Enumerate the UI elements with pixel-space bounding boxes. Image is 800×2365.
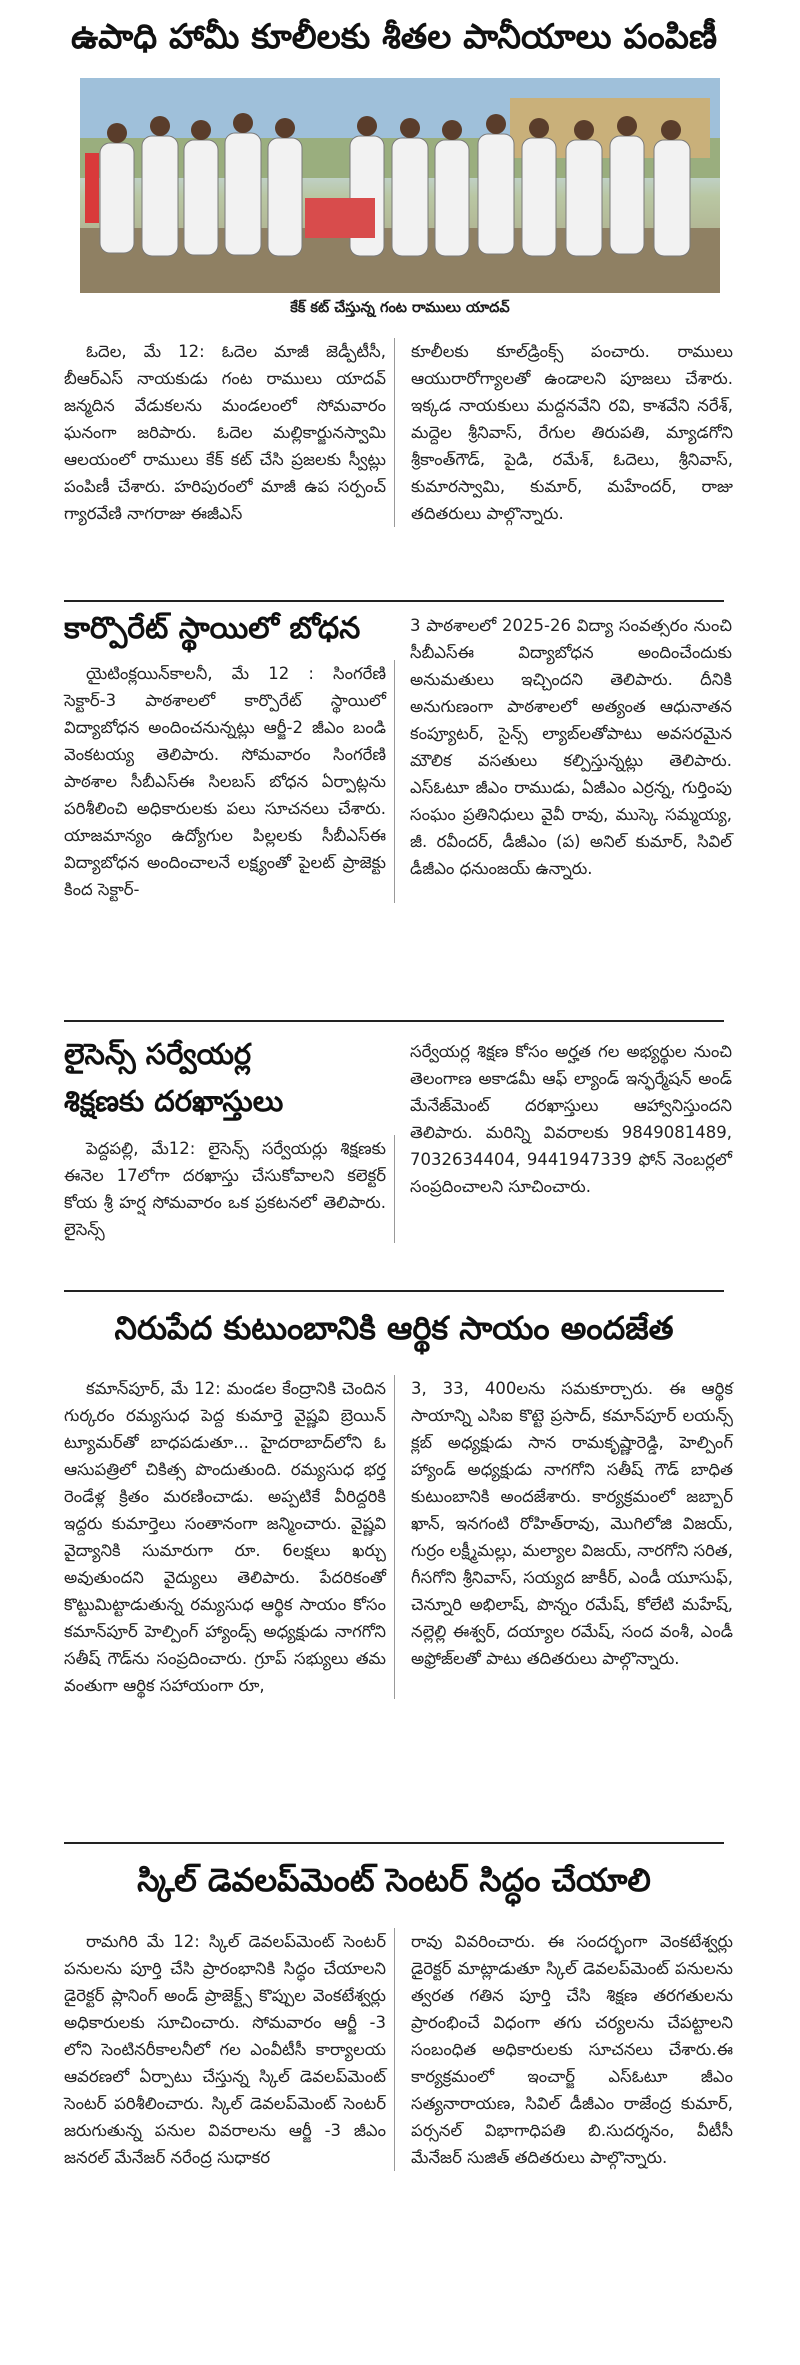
article-cool-drinks-distribution <box>64 18 724 57</box>
article4-right-text: 3, 33, 400లను సమకూర్చారు. ఈ ఆర్థిక సాయాన్ని ఎసిఐ కొట్టె ప్రసాద్, కమాన్‌పూర్ లయన్స్ క్లబ్ అధ్యక్షుడు సాన రామకృష్ణారెడ్డి, హెల్పింగ్ హ్యాండ్ అధ్యక్షుడు నాగగోని సతీష్ గౌడ్ బాధిత కుటుంబానికి అందజేశారు. కార్యక్రమంలో జబ్బార్ ఖాన్, ఇనగంటి రోహిత్‌రావు, మొగిలోజి విజయ్, గుర్రం లక్ష్మీమల్లు, మల్యాల విజయ్, నారగోని సరిత, గీసగోని శ్రీనివాస్, సయ్యద జాకీర్, ఎండీ యూసుఫ్, చెన్నూరి అభిలాష్, పొన్నం రమేష్, కోలేటి మహేష్, నల్లెల్లి ఈశ్వర్, దయ్యాల రమేష్, సంద వంశీ, ఎండీ అఫ్రోజ్‌లతో పాటు తదితరులు పాల్గొన్నారు. <box>411 1379 733 1668</box>
article1-right-text: కూలీలకు కూల్‌డ్రింక్స్ పంచారు. రాములు ఆయురారోగ్యాలతో ఉండాలని పూజలు చేశారు. ఇక్కడ నాయకులు మద్దనవేని రవి, కాశవేని నరేశ్, మద్దెల శ్రీనివాస్, రేగుల తిరుపతి, మ్యాడగోని శ్రీకాంత్‌గౌడ్, పైడి, రమేశ్, ఓదెలు, శ్రీనివాస్, కుమారస్వామి, కుమార్, మహేందర్, రాజు తదితరులు పాల్గొన్నారు. <box>411 342 733 523</box>
article1-left-column <box>64 338 395 527</box>
article-financial-aid <box>64 1310 724 1347</box>
article5-right-text: రావు వివరించారు. ఈ సందర్భంగా వెంకటేశ్వర్లు డైరెక్టర్ మాట్లాడుతూ స్కిల్ డెవలప్‌మెంట్ పనులను త్వరత గతిన పూర్తి చేసి శిక్షణ తరగతులను ప్రారంభించే విధంగా తగు చర్యలను చేపట్టాలని సంబంధిత అధికారులకు సూచనలు చేశారు.ఈ కార్యక్రమంలో ఇంచార్జ్ ఎస్ఓటూ జీఎం సత్యనారాయణ, సివిల్ డీజీఎం రాజేంద్ర కుమార్, పర్సనల్ విభాగాధిపతి బి.సుదర్శనం, వీటీసీ మేనేజర్ సుజిత్ తదితరులు పాల్గొన్నారు. <box>411 1932 733 2167</box>
headline-surveyor-line2: శిక్షణకు దరఖాస్తులు <box>64 1084 284 1119</box>
article5-body <box>64 1928 733 2171</box>
headline-surveyor-line1: లైసెన్స్ సర్వేయర్ల <box>64 1037 252 1071</box>
article-surveyor-training <box>64 1038 384 1119</box>
article-corporate-education <box>64 612 384 647</box>
article4-left-text: కమాన్‌పూర్, మే 12: మండల కేంద్రానికి చెందిన గుర్కరం రమ్యసుధ పెద్ద కుమార్తె వైష్ణవి బ్రెయిన్ ట్యూమర్‌తో బాధపడుతూ... హైదరాబాద్‌లోని ఓ ఆసుపత్రిలో చికిత్స పొందుతుంది. రమ్యసుధ భర్త రెండేళ్ల క్రితం మరణించాడు. అప్పటికే వీరిద్దరికి ఇద్దరు కుమార్తెలు సంతానంగా జన్మించారు. వైష్ణవి వైద్యానికి సుమారుగా రూ. 6లక్షలు ఖర్చు అవుతుందని వైద్యులు తెలిపారు. పేదరికంతో కొట్టుమిట్టాడుతున్న రమ్యసుధ ఆర్థిక సాయం కోసం కమాన్‌పూర్ హెల్పింగ్ హ్యాండ్స్ అధ్యక్షుడు నాగగోని సతీష్ గౌడ్‌ను సంప్రదించారు. గ్రూప్ సభ్యులు తమ వంతుగా ఆర్థిక సహాయంగా రూ, <box>64 1379 386 1695</box>
article5-right-column <box>411 1928 733 2171</box>
article4-right-column <box>411 1375 733 1699</box>
divider <box>64 1020 724 1022</box>
article4-left-column <box>64 1375 395 1699</box>
article5-left-text: రామగిరి మే 12: స్కిల్ డెవలప్‌మెంట్ సెంటర్ పనులను పూర్తి చేసి ప్రారంభానికి సిద్ధం చేయాలని డైరెక్టర్ ప్లానింగ్ అండ్ ప్రాజెక్ట్స్ కొప్పుల వెంకటేశ్వర్లు అధికారులకు సూచించారు. సోమవారం ఆర్జీ -3 లోని సెంటినరీకాలనీలో గల ఎంవీటీసీ కార్యాలయ ఆవరణలో ఏర్పాటు చేస్తున్న స్కిల్ డెవలప్‌మెంట్ సెంటర్ పరిశీలించారు. స్కిల్ డెవలప్‌మెంట్ సెంటర్ జరుగుతున్న పనుల వివరాలను ఆర్జీ -3 జీఎం జనరల్ మేనేజర్ నరేంద్ర సుధాకర <box>64 1932 386 2167</box>
photo-caption: కేక్ కట్ చేస్తున్న గంట రాములు యాదవ్ <box>290 300 510 316</box>
article3-right-column <box>410 1038 732 1200</box>
article3-right-text: సర్వేయర్ల శిక్షణ కోసం అర్హత గల అభ్యర్థుల నుంచి తెలంగాణ అకాడమీ ఆఫ్ ల్యాండ్ ఇన్ఫర్మేషన్ అండ్ మేనేజ్‌మెంట్ దరఖాస్తులు ఆహ్వానిస్తుందని తెలిపారు. మరిన్ని వివరాలకు 9849081489, 7032634404, 9441947339 ఫోన్ నెంబర్లలో సంప్రదించాలని సూచించారు. <box>410 1042 732 1196</box>
article1-left-text: ఓదెల, మే 12: ఓదెల మాజీ జెడ్పీటీసీ, బీఆర్ఎస్ నాయకుడు గంట రాములు యాదవ్ జన్మదిన వేడుకలను మండలంలో సోమవారం ఘనంగా జరిపారు. ఓదెల మల్లికార్జునస్వామి ఆలయంలో రాములు కేక్ కట్ చేసి ప్రజలకు స్వీట్లు పంపిణీ చేశారు. హరిపురంలో మాజీ ఉప సర్పంచ్ గ్యారవేణి నాగరాజు ఈజీఎస్ <box>64 342 386 523</box>
article2-left-column <box>64 660 395 903</box>
divider <box>64 1842 724 1844</box>
headline-financial-aid: నిరుపేద కుటుంబానికి ఆర్థిక సాయం అందజేత <box>114 1309 674 1347</box>
headline-cool-drinks: ఉపాధి హామీ కూలీలకు శీతల పానీయాలు పంపిణీ <box>70 17 718 57</box>
article3-body-right <box>410 1038 732 1200</box>
article-skill-development <box>64 1862 724 1899</box>
news-photo-cake-cutting <box>80 78 720 293</box>
headline-skill-development: స్కిల్ డెవలప్‌మెంట్ సెంటర్ సిద్ధం చేయాలి <box>137 1861 651 1899</box>
article2-right-text: 3 పాఠశాలలో 2025-26 విద్యా సంవత్సరం నుంచి సీబీఎస్ఈ విద్యాబోధన అందించేందుకు అనుమతులు ఇచ్చిందని తెలిపారు. దీనికి అనుగుణంగా పాఠశాలలో అత్యంత ఆధునాతన కంప్యూటర్, సైన్స్ ల్యాబ్‌లతోపాటు అవసరమైన మౌలిక వసతులు కల్పిస్తున్నట్లు తెలిపారు. ఎస్ఓటూ జీఎం రాముడు, ఏజీఎం ఎర్రన్న, గుర్తింపు సంఘం ప్రతినిధులు వైవీ రావు, ముస్కె సమ్మయ్య, జీ. రవీందర్, డీజీఎం (ప) అనిల్ కుమార్, సివిల్ డీజీఎం ధనుంజయ్ ఉన్నారు. <box>410 616 732 878</box>
article2-left-text: యైటింక్లయిన్‌కాలనీ, మే 12 : సింగరేణి సెక్టార్-3 పాఠశాలలో కార్పొరేట్ స్థాయిలో విద్యాబోధన అందించనున్నట్లు ఆర్జీ-2 జీఎం బండి వెంకటయ్య తెలిపారు. సోమవారం సింగరేణి పాఠశాల సీబీఎస్ఈ సిలబస్ బోధన ఏర్పాట్లను పరిశీలించి అధికారులకు పలు సూచనలు చేశారు. యాజమాన్యం ఉద్యోగుల పిల్లలకు సీబీఎస్ఈ విద్యాబోధన అందించాలనే లక్ష్యంతో పైలట్ ప్రాజెక్టు కింద సెక్టార్- <box>64 664 386 899</box>
article5-left-column <box>64 1928 395 2171</box>
article2-right-column <box>410 612 732 882</box>
divider <box>64 1290 724 1292</box>
article3-left-column <box>64 1135 395 1243</box>
group-photo-illustration <box>80 78 720 293</box>
article3-left-text: పెద్దపల్లి, మే12: లైసెన్స్ సర్వేయర్లు శిక్షణకు ఈనెల 17లోగా దరఖాస్తు చేసుకోవాలని కలెక్టర్ కోయ శ్రీ హర్ష సోమవారం ఒక ప్రకటనలో తెలిపారు. లైసెన్స్ <box>64 1139 386 1239</box>
article1-right-column <box>411 338 733 527</box>
article3-body-left <box>64 1135 395 1243</box>
article2-body <box>64 660 395 903</box>
article2-body-right <box>410 612 732 882</box>
divider <box>64 600 724 602</box>
article4-body <box>64 1375 733 1699</box>
headline-corporate-level: కార్పొరేట్ స్థాయిలో బోధన <box>64 611 361 646</box>
article1-body <box>64 338 733 527</box>
